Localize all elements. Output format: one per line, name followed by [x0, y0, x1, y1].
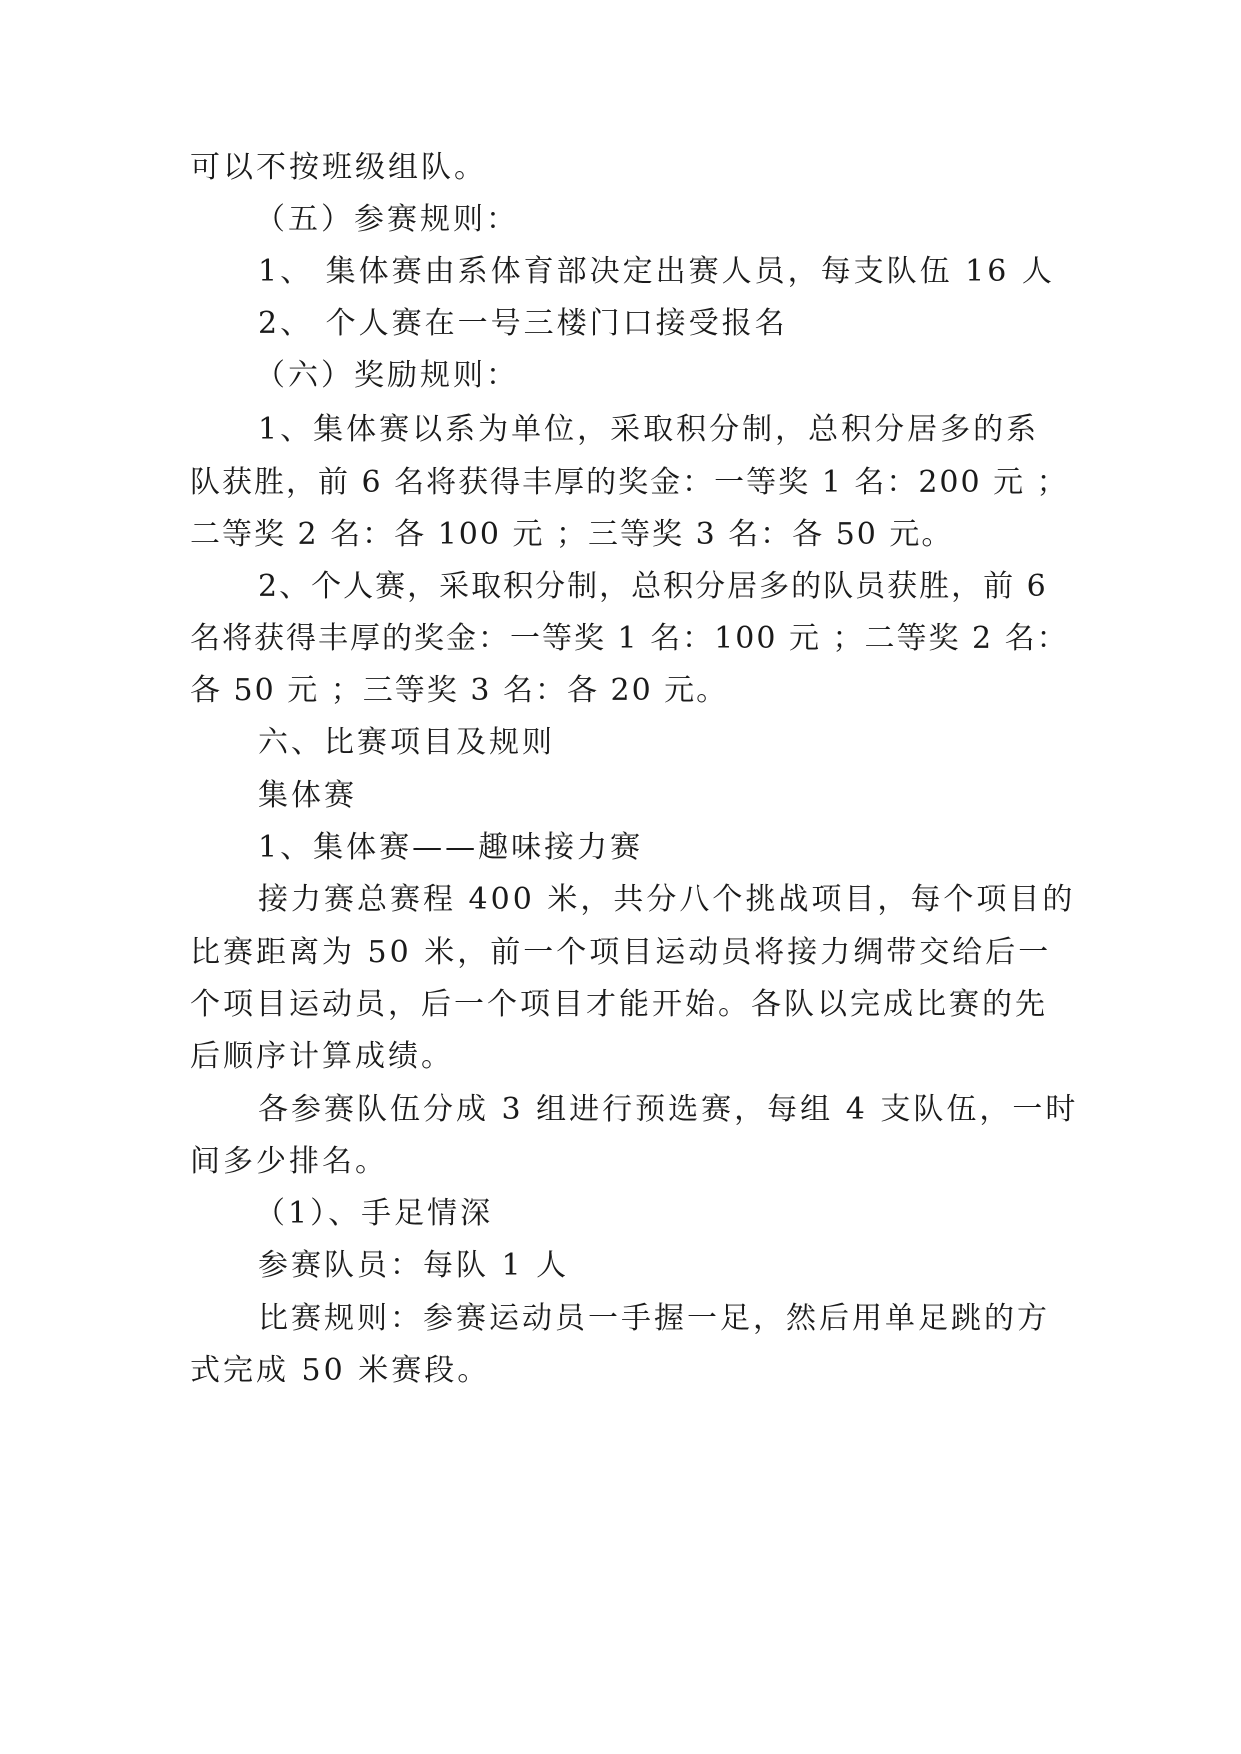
text-line: 二等奖 2 名：各 100 元 ；三等奖 3 名：各 50 元。	[190, 517, 954, 552]
text-line: 参赛队员：每队 1 人	[258, 1248, 570, 1283]
text-line: 后顺序计算成绩。	[190, 1039, 454, 1074]
section-heading: （六）奖励规则：	[255, 358, 519, 393]
text-line: 名将获得丰厚的奖金：一等奖 1 名：100 元 ；二等奖 2 名：	[190, 621, 1069, 656]
text-line: 比赛距离为 50 米，前一个项目运动员将接力绸带交给后一	[190, 935, 1052, 970]
section-heading: （1）、手足情深	[255, 1196, 494, 1231]
text-line: 可以不按班级组队。	[190, 150, 487, 185]
text-line: 比赛规则：参赛运动员一手握一足，然后用单足跳的方	[258, 1301, 1050, 1336]
text-line: 1、 集体赛由系体育部决定出赛人员，每支队伍 16 人	[258, 254, 1055, 289]
text-line: 2、 个人赛在一号三楼门口接受报名	[258, 306, 788, 341]
text-line: 式完成 50 米赛段。	[190, 1353, 491, 1388]
text-line: 队获胜，前 6 名将获得丰厚的奖金：一等奖 1 名：200 元 ；	[190, 465, 1069, 500]
section-heading: 六、比赛项目及规则	[258, 725, 555, 760]
text-line: 接力赛总赛程 400 米，共分八个挑战项目，每个项目的	[258, 882, 1076, 917]
text-line: 各参赛队伍分成 3 组进行预选赛，每组 4 支队伍，一时	[258, 1092, 1079, 1127]
text-line: 各 50 元 ；三等奖 3 名：各 20 元。	[190, 673, 729, 708]
section-heading: 集体赛	[258, 778, 357, 813]
text-line: 个项目运动员，后一个项目才能开始。各队以完成比赛的先	[190, 987, 1048, 1022]
section-heading: （五）参赛规则：	[255, 202, 519, 237]
text-line: 间多少排名。	[190, 1144, 388, 1179]
text-line: 1、集体赛以系为单位，采取积分制，总积分居多的系	[258, 412, 1040, 447]
text-line: 2、个人赛，采取积分制，总积分居多的队员获胜，前 6	[258, 569, 1048, 604]
section-heading: 1、集体赛——趣味接力赛	[258, 830, 644, 865]
